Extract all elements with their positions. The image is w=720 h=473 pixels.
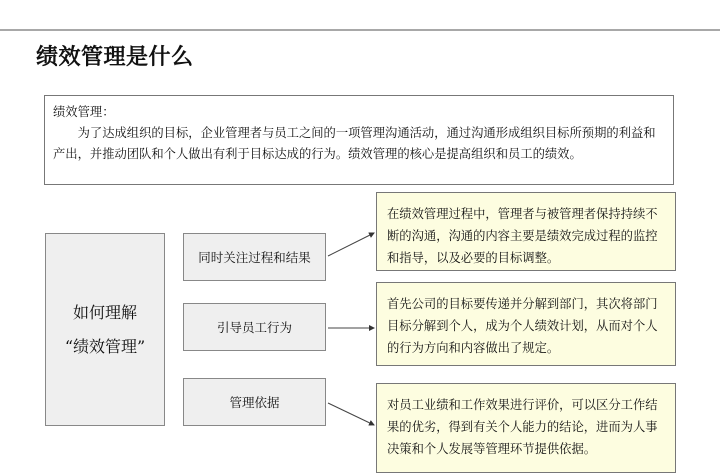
aspect-label: 引导员工行为: [216, 320, 292, 335]
page-title: 绩效管理是什么: [36, 45, 194, 70]
understanding-line2: “绩效管理”: [64, 336, 146, 356]
aspect-label: 同时关注过程和结果: [198, 250, 311, 265]
aspect-desc: 对员工业绩和工作效果进行评价，可以区分工作结果的优劣，得到有关个人能力的结论，进而为人事决策和个人发展等管理环节提供依据。: [387, 398, 658, 456]
definition-heading: 绩效管理：: [53, 105, 115, 119]
aspect-desc: 在绩效管理过程中，管理者与被管理者保持持续不断的沟通，沟通的内容主要是绩效完成过程的监控和指导，以及必要的目标调整。: [387, 207, 658, 265]
arrow-3: [328, 403, 374, 425]
aspect-label: 管理依据: [229, 395, 280, 410]
definition-body: 为了达成组织的目标，企业管理者与员工之间的一项管理沟通活动，通过沟通形成组织目标所预期的利益和产出，并推动团队和个人做出有利于目标达成的行为。绩效管理的核心是提高组织和员工的绩效。: [53, 126, 656, 161]
arrow-1: [328, 233, 374, 256]
understanding-line1: 如何理解: [72, 302, 137, 322]
aspect-desc: 首先公司的目标要传递并分解到部门，其次将部门目标分解到个人，成为个人绩效计划，从而对个人的行为方向和内容做出了规定。: [387, 297, 658, 355]
